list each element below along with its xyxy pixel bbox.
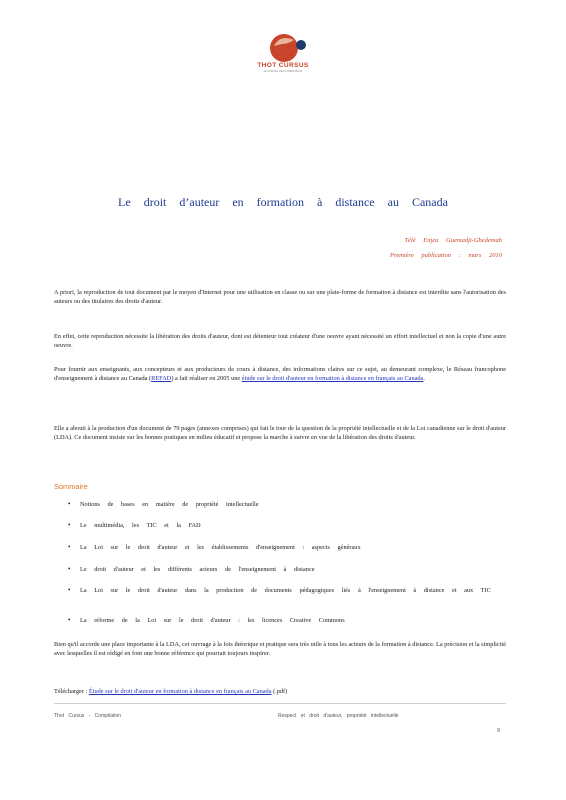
footer-divider [54, 703, 506, 704]
paragraph-summary [54, 424, 506, 442]
paragraph-text-start: Pour fournir aux enseignants, aux concepteurs et aux producteurs de cours à distance, des informations claires sur ce sujet, au demeurant complexe, le Réseau francophone d'enseignement à distance au Canada ( [54, 366, 506, 382]
download-link[interactable]: Étude sur le droit d'auteur en formation à distance en français au Canada [88, 688, 272, 695]
paragraph-text: En effet, cette reproduction nécessite la libération des droits d'auteur, dont est détenteur tout créateur d'une oeuvre ayant nécessité un effort intellectuel et non la copie d'une autre oeuvre. [54, 333, 506, 349]
download-label: Télécharger : [54, 688, 88, 695]
refad-link[interactable]: REFAD [151, 375, 172, 382]
paragraph-refad [54, 365, 506, 383]
paragraph-text: Bien qu'il accorde une place importante à la LDA, cet ouvrage à la fois théorique et pratique sera très utile à tous les acteurs de la formation à distance. La précision et la simplicité avec lesquelles il est rédigé en font une bonne référence qui pourrait toujours inspirer. [54, 641, 506, 657]
paragraph-intro [54, 288, 506, 306]
sommaire-item: • La réforme de la Loi sur le droit d'auteur : les licences Creative Commons [70, 616, 506, 625]
paragraph-conclusion [54, 640, 506, 658]
publication-line: Première publication : mars 2010 [390, 252, 502, 259]
sommaire-heading: Sommaire [54, 482, 88, 491]
paragraph-rights [54, 332, 506, 350]
sommaire-item: • Notions de bases en matière de propriété intellectuelle [70, 500, 506, 509]
author-line: Télé Enjeu Guemadji-Gbedemah [404, 237, 502, 244]
logo-wordmark: THOT CURSUS [257, 62, 309, 69]
download-line [54, 687, 506, 696]
sommaire-item: • La Loi sur le droit d'auteur et les établissements d'enseignement : aspects généraux [70, 543, 506, 552]
footer-right-text: Respect et droit d'auteur, propriété intellectuelle [278, 713, 399, 719]
footer-left-text: Thot Cursus - Compilation [54, 713, 122, 719]
paragraph-text: Elle a abouti à la production d'un document de 79 pages (annexes comprises) qui fait le tour de la question de la propriété intellectuelle et de la Loi canadienne sur le droit d'auteur (LDA). Ce document insiste sur les bonnes pratiques en milieu éducatif et propose la marche à suivre en vue de la libération des droits d'auteur. [54, 425, 506, 441]
paragraph-text-middle: ) a fait réaliser en 2005 une [171, 375, 242, 382]
download-suffix: (.pdf) [273, 688, 288, 695]
sommaire-item: • Le multimédia, les TIC et la FAD [70, 521, 506, 530]
paragraph-text: A priori, la reproduction de tout document par le moyen d'Internet pour une utilisation en classe ou sur une plate-forme de formation à distance est interdite sans l'autorisation des auteurs ou des titulaires des droits d'auteur. [54, 289, 506, 305]
page-number: 9 [497, 728, 501, 734]
paragraph-text-end: . [423, 375, 425, 382]
study-link[interactable]: étude sur le droit d'auteur en formation à distance en français au Canada [241, 375, 424, 382]
sommaire-item: • Le droit d'auteur et les différents acteurs de l'enseignement à distance [70, 565, 506, 574]
paragraph-text [54, 365, 506, 383]
document-title: Le droit d’auteur en formation à distance au Canada [118, 195, 448, 209]
logo-tagline: LE PORTAIL DES FORMATIONS [263, 70, 303, 73]
sommaire-item: • La Loi sur le droit d'auteur dans la production de documents pédagogiques liés à l'enseignement à distance et aux TIC [70, 586, 506, 595]
